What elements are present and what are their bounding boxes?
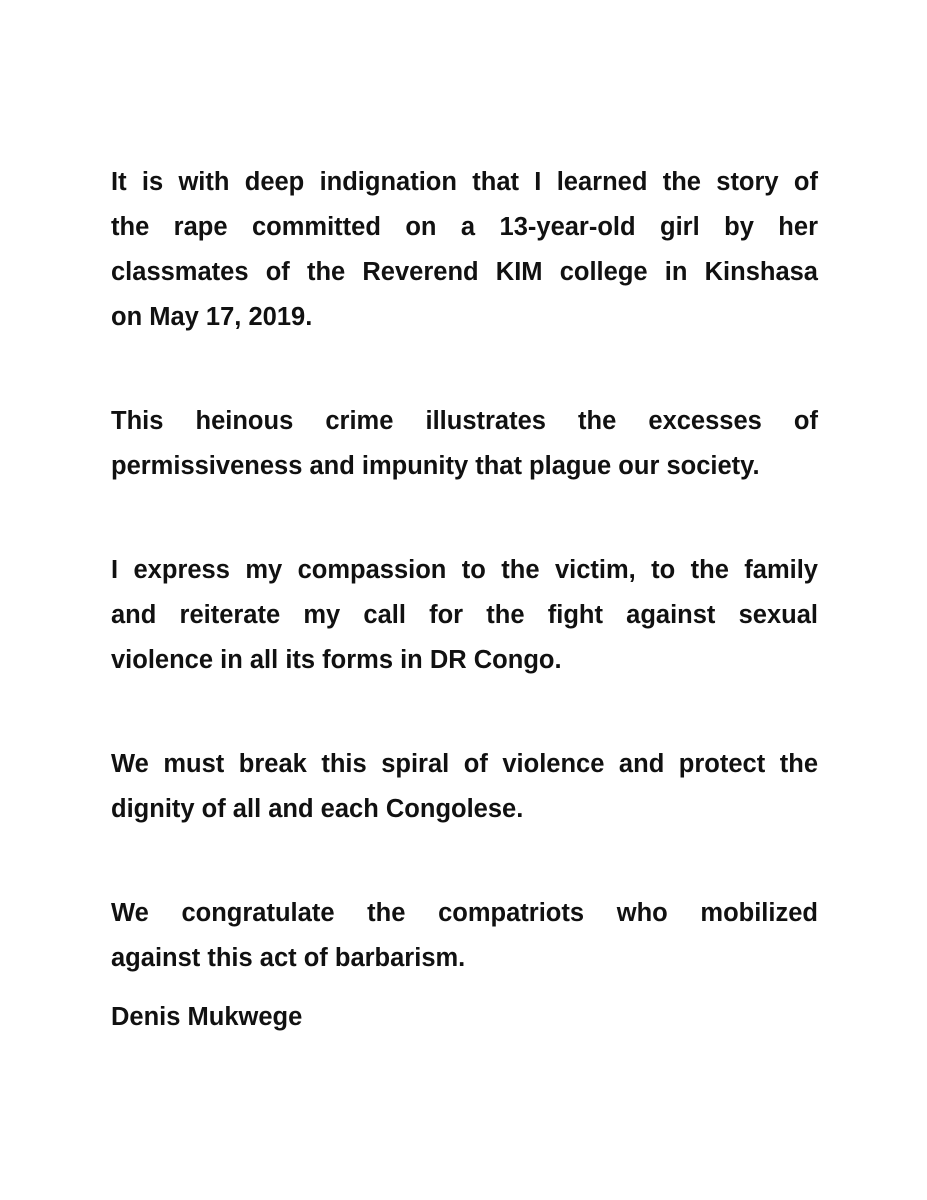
paragraph-1	[111, 160, 818, 340]
paragraph-line: on May 17, 2019.	[111, 303, 313, 331]
paragraph-line: It is with deep indignation that I learned the story of	[111, 168, 818, 196]
paragraph-line: violence in all its forms in DR Congo.	[111, 646, 562, 674]
paragraph-5	[111, 891, 818, 981]
paragraph-line: classmates of the Reverend KIM college in Kinshasa	[111, 258, 818, 286]
paragraph-line: the rape committed on a 13-year-old girl by her	[111, 213, 818, 241]
letter-body	[111, 160, 818, 1040]
paragraph-line: permissiveness and impunity that plague our society.	[111, 452, 760, 480]
paragraph-line: against this act of barbarism.	[111, 944, 466, 972]
signature: Denis Mukwege	[111, 1003, 303, 1031]
paragraph-line: We congratulate the compatriots who mobilized	[111, 899, 818, 927]
paragraph-4	[111, 742, 818, 832]
paragraph-line: I express my compassion to the victim, to the family	[111, 556, 818, 584]
paragraph-line: This heinous crime illustrates the excesses of	[111, 407, 818, 435]
paragraph-3	[111, 548, 818, 683]
paragraph-line: dignity of all and each Congolese.	[111, 795, 524, 823]
paragraph-line: and reiterate my call for the fight against sexual	[111, 601, 818, 629]
paragraph-2	[111, 399, 818, 489]
paragraph-line: We must break this spiral of violence and protect the	[111, 750, 818, 778]
